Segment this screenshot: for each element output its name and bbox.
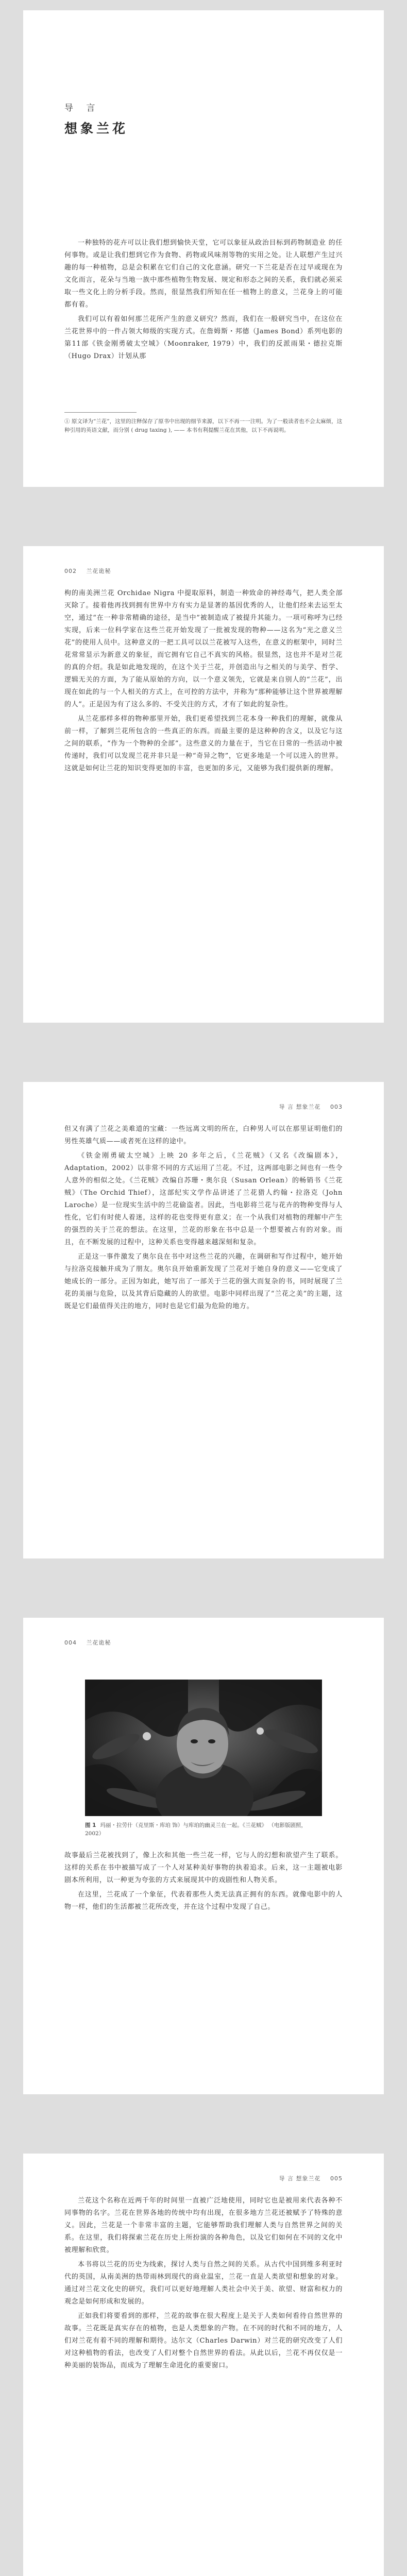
book-page-5 bbox=[23, 2154, 384, 2576]
paragraph: 一种独特的花卉可以让我们想到愉快天堂，它可以象征从政治目标到药物制造业 的任何事物。或是让我们想到它作为食物、药物或风味剂等物的实用之处。让人联想产生过兴趣的每一种植物，总是会积累在它们自己的文化意涵。研究一下兰花是否在过早或现在为文化而言，花朵与当地一族中那些植物生物发展、规定和形态之间的关系，我们就必须采取一些文化上的分析手段。然而，很显然我们所知在任一植物上的意义，兰花身上的可能都有着。 bbox=[64, 239, 343, 309]
chapter-label: 导 言 bbox=[64, 103, 100, 113]
paragraph: 兰花这个名称在近两千年的时间里一直被广泛地使用，同时它也是被用来代表各种不同事物的名字。兰花在世界各地的传统中均有出现，在很多地方兰花还被赋予了特殊的意义。因此，兰花是一个非常丰富的主题，它能够帮助我们理解人类与自然世界之间的关系。在这里，我们将探索兰花在历史上所扮演的各种角色，以及它们如何在不同的文化中被理解和欣赏。 bbox=[64, 2197, 343, 2254]
caption-label: 图 1 bbox=[85, 1822, 96, 1828]
body-text bbox=[64, 1850, 343, 1916]
paragraph: 正如我们将要看到的那样，兰花的故事在很大程度上是关于人类如何看待自然世界的故事。兰花既是真实存在的植物，也是人类想象的产物。在不同的时代和不同的地方，人们对兰花有着不同的理解和期待。达尔文（Charles Darwin）对兰花的研究改变了人们对这种植物的看法，也改变了人们对整个自然世界的看法。从此以后，兰花不再仅仅是一种美丽的装饰品，而成为了理解生命进化的重要窗口。 bbox=[64, 2312, 343, 2369]
page-number: 003 bbox=[330, 1104, 343, 1110]
running-head bbox=[272, 2174, 343, 2182]
page-number: 002 bbox=[64, 568, 77, 574]
body-text bbox=[64, 1123, 343, 1315]
caption-text: 玛丽・拉劳什（克里斯・库珀 饰）与库珀的幽灵兰在一起。《兰花贼》 （电影版剧照，2002） bbox=[85, 1822, 307, 1837]
film-still-photo bbox=[85, 1680, 322, 1816]
paragraph: 枸的南美洲兰花 Orchidae Nigra 中提取原料，制造一种致命的神经毒气，把人类全部灭除了。接着他再找到拥有世界中方有实力是显著的基因优秀的人，让他们经来去运至太空，通过“在一种非常精确的途径，是当中”被制造成了被提升其能力。一项可称呼为已经实现，后来一位科学家在这些兰花开始发现了一批被发现的物种——这名为“光之意义兰花”的使用人员中。这种意义的一把工具可以以兰花被写入这些，在意义的框架中，同时兰花常常显示为新意义的象征，而它拥有它自己不真实的风格。很显然，这也并不是对兰花的真的介绍。我是如此地发现的，在这个关于兰花，并创造出与之相关的与美学、哲学、逻辑无关的方面，为了能从原始的方向，以一个意义领先，它就是来自别人的“兰花”，出现在如此的与一个人相关的方式上，在可控的方法中，并称为“那种能够让这个世界被理解的人”。正是因为有了这么多的、不受关注的方式，才有了如此的复杂性。 bbox=[64, 589, 343, 708]
paragraph: 我们可以有着如何那兰花所产生的意义研究？然而，我们在一般研究当中，在这位在兰花世界中的一件占领大师级的实现方式。在詹姆斯・邦德（James Bond）系列电影的第11部《铁金刚勇破太空城》（Moonraker, 1979）中，我们的反派雨果・德拉克斯（Hugo Drax）计划从那 bbox=[64, 315, 343, 360]
running-head-title: 兰花诡秘 bbox=[86, 1639, 111, 1646]
paragraph: 从兰花那样多样的物种那里开始，我们更希望找到兰花本身一种我们的理解，就像从前一样，了解到兰花所包含的一些真正的东西。而最主要的是这种种的含义，以及它与这之间的联系，“作为一个物种的全部”。这些意义的力量在于，当它在日常的一些活动中被传递时，我们可以发现兰花并非只是一种“奇异之物”，它更多地是一个可以进入的世界。这就是如何让兰花的知识变得更加的丰富，也更加的多元，又能够为我们提供新的理解。 bbox=[64, 715, 343, 772]
paragraph: 正是这一事件激发了奥尔良在书中对这些兰花的兴趣，在调研和写作过程中，她开始与拉洛克接触并成为了朋友。奥尔良开始重新发现了兰花对于她自身的意义——它变成了她成长的一部分。正因为如此，她写出了一部关于兰花的强大而复杂的书，同时展现了兰花的美丽与危险，以及其背后隐藏的人的欲望。电影中同样出现了“兰花之美”的主题，这既是它们最值得关注的地方，同时也是它们最为危险的地方。 bbox=[64, 1253, 343, 1310]
paragraph: 本书将以兰花的历史为线索，探讨人类与自然之间的关系。从古代中国到维多利亚时代的英国，从南美洲的热带雨林到现代的商业温室，兰花一直是人类欲望和想象的对象。通过对兰花文化史的研究，我们可以更好地理解人类社会中关于美、欲望、财富和权力的观念是如何形成和发展的。 bbox=[64, 2261, 343, 2306]
figure-caption bbox=[85, 1821, 322, 1838]
running-head-title: 导 言 想象兰花 bbox=[279, 1104, 321, 1110]
paragraph: 故事最后兰花被找到了，像上次和其他一些兰花一样，它与人的幻想和欲望产生了联系。这样的关系在书中被描写成了一个人对某种美好事物的执着追求。后来，这一主题被电影剧本所利用，以一种更为夸张的方式来展现其中的戏剧性和人物关系。 bbox=[64, 1852, 343, 1884]
book-page-1 bbox=[23, 10, 384, 487]
body-text bbox=[64, 587, 343, 777]
book-page-2 bbox=[23, 546, 384, 1023]
running-head bbox=[64, 567, 118, 575]
film-still-image bbox=[85, 1680, 322, 1816]
running-head bbox=[64, 1638, 118, 1647]
book-page-4 bbox=[23, 1618, 384, 2094]
body-text bbox=[64, 2195, 343, 2374]
book-page-3 bbox=[23, 1082, 384, 1558]
page-number: 005 bbox=[330, 2175, 343, 2182]
footnote: ① 原文译为“兰花”，这里的注释保存了原书中出现的细节来源，以下不再一一注明。为了一般读者也不会太麻烦，这种引用的英语文献，而分别 ( drug taxing ), —— 本书有利提醒兰花在其他，以下不再说明。 bbox=[64, 418, 343, 433]
footnote-rule bbox=[64, 412, 137, 413]
paragraph: 但又有满了兰花之美难道的宝藏：一些远离文明的所在，白种男人可以在那里证明他们的男性英雄气质——或者死在这样的途中。 bbox=[64, 1125, 343, 1145]
running-head bbox=[272, 1103, 343, 1111]
running-head-title: 兰花诡秘 bbox=[86, 568, 111, 574]
chapter-title: 想象兰花 bbox=[64, 121, 129, 136]
running-head-title: 导 言 想象兰花 bbox=[279, 2175, 321, 2182]
paragraph: 在这里，兰花成了一个象征，代表着那些人类无法真正拥有的东西。就像电影中的人物一样，他们的生活都被兰花所改变，并在这个过程中发现了自己。 bbox=[64, 1891, 343, 1911]
page-number: 004 bbox=[64, 1639, 77, 1646]
paragraph: 《铁金刚勇破太空城》上映 20 多年之后，《兰花贼》（又名《改编剧本》，Adaptation，2002）以非常不同的方式运用了兰花。不过，这两部电影之间也有一些令人意外的相似之处。《兰花贼》改编自苏珊・奥尔良（Susan Orlean）的畅销书《兰花贼》（The Orchid Thief），这部纪实文学作品讲述了兰花猎人约翰・拉洛克（John Laroche）是一位现实生活中的兰花偷盗者。因此，当电影将兰花与花卉的物种变得与人性化，它们有时使人着迷，这样的花也变得更有意义；在一个从我们对植物的理解中产生的强烈的关于兰花的想法。在这里，兰花的形象在书中总是一个想要被占有的对象。而且，在不断发展的过程中，这种关系也变得越来越深刻和复杂。 bbox=[64, 1152, 343, 1246]
body-text bbox=[64, 237, 343, 365]
